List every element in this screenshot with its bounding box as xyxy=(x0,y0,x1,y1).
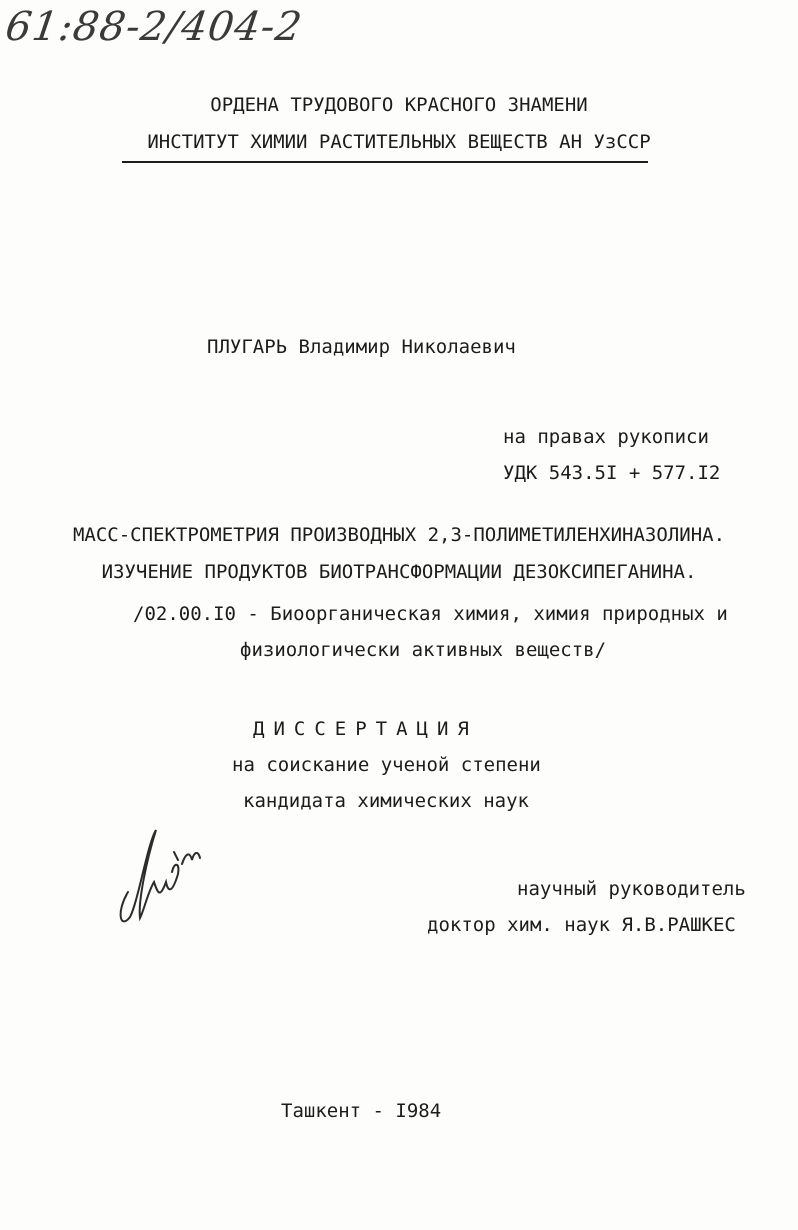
archive-handwritten-mark: 61:88-2/404-2 xyxy=(2,4,306,50)
header-order-line: ОРДЕНА ТРУДОВОГО КРАСНОГО ЗНАМЕНИ xyxy=(210,94,588,116)
manuscript-rights: на правах рукописи xyxy=(503,426,709,448)
specialty-line-2: физиологически активных веществ/ xyxy=(240,639,607,661)
author-name: ПЛУГАРЬ Владимир Николаевич xyxy=(207,336,516,358)
signature-mark xyxy=(108,822,208,932)
udk-code: УДК 543.5I + 577.I2 xyxy=(503,462,721,484)
degree-line-2: кандидата химических наук xyxy=(243,790,529,812)
place-and-year: Ташкент - I984 xyxy=(281,1100,442,1122)
supervisor-role: научный руководитель xyxy=(517,878,746,900)
thesis-title-line-2: ИЗУЧЕНИЕ ПРОДУКТОВ БИОТРАНСФОРМАЦИИ ДЕЗОКСИПЕГАНИНА. xyxy=(101,561,697,583)
header-institute-line: ИНСТИТУТ ХИМИИ РАСТИТЕЛЬНЫХ ВЕЩЕСТВ АН УзССР xyxy=(147,131,651,153)
dissertation-label: ДИССЕРТАЦИЯ xyxy=(253,718,478,740)
header-underline xyxy=(122,161,648,163)
specialty-line-1: /02.00.I0 - Биоорганическая химия, химия природных и xyxy=(133,603,728,625)
thesis-title-line-1: МАСС-СПЕКТРОМЕТРИЯ ПРОИЗВОДНЫХ 2,3-ПОЛИМЕТИЛЕНХИНАЗОЛИНА. xyxy=(72,524,726,546)
degree-line-1: на соискание ученой степени xyxy=(232,754,541,776)
supervisor-name: доктор хим. наук Я.В.РАШКЕС xyxy=(427,914,736,936)
